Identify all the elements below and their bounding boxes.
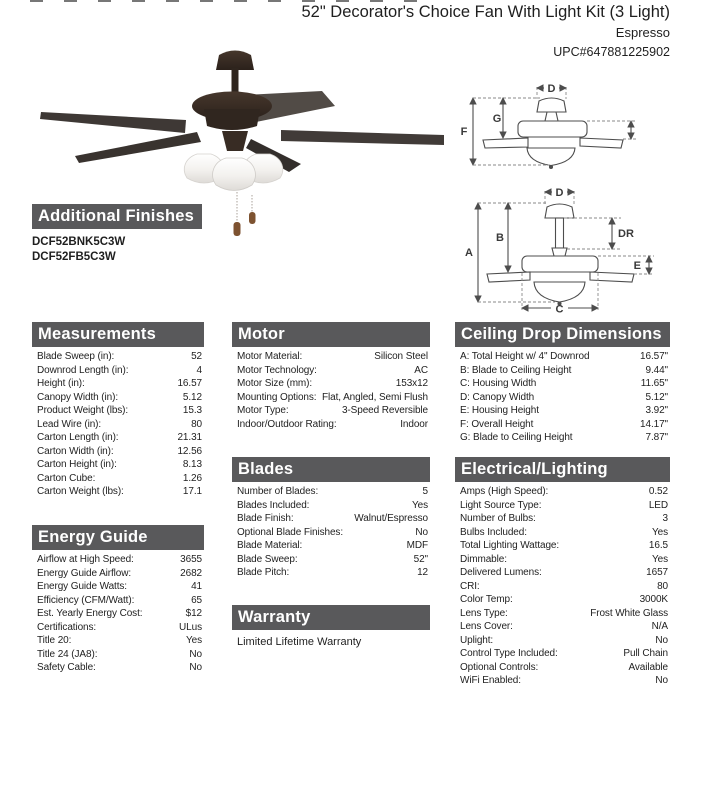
spec-label: Blade Sweep: bbox=[237, 553, 298, 565]
section-energy-guide bbox=[32, 525, 204, 675]
spec-value: 2682 bbox=[180, 567, 202, 579]
spec-value: 80 bbox=[657, 580, 668, 592]
spec-value: Available bbox=[628, 661, 668, 673]
spec-row bbox=[32, 458, 204, 472]
spec-label: Product Weight (lbs): bbox=[37, 405, 129, 416]
spec-value: 9.44" bbox=[645, 364, 668, 376]
spec-row bbox=[455, 364, 670, 378]
section-heading: Energy Guide bbox=[32, 525, 204, 550]
spec-row bbox=[232, 512, 430, 526]
section-motor bbox=[232, 322, 430, 431]
spec-label: G: Blade to Ceiling Height bbox=[460, 432, 573, 443]
spec-label: Bulbs Included: bbox=[460, 526, 527, 538]
spec-row bbox=[32, 594, 204, 608]
spec-label: Downrod Length (in): bbox=[37, 364, 129, 376]
fan-motor-band bbox=[204, 109, 260, 130]
dim-label-d: D bbox=[547, 83, 556, 95]
spec-label: Amps (High Speed): bbox=[460, 486, 549, 497]
spec-row bbox=[455, 539, 670, 553]
spec-row bbox=[32, 445, 204, 459]
dim-label-e: E bbox=[633, 260, 641, 272]
spec-label: A: Total Height w/ 4" Downrod bbox=[460, 351, 590, 362]
spec-value: 52" bbox=[413, 553, 428, 565]
spec-row bbox=[232, 350, 430, 364]
spec-value: 7.87" bbox=[645, 432, 668, 443]
spec-row bbox=[455, 499, 670, 513]
spec-row bbox=[32, 567, 204, 581]
cropped-text-remnant bbox=[30, 0, 435, 2]
spec-value: 12 bbox=[417, 567, 428, 578]
spec-value: 3000K bbox=[639, 594, 668, 605]
spec-value: 16.57 bbox=[177, 378, 202, 389]
spec-row bbox=[32, 634, 204, 648]
spec-label: Color Temp: bbox=[460, 594, 513, 605]
spec-value: No bbox=[655, 634, 668, 646]
spec-row bbox=[232, 418, 430, 432]
spec-label: Safety Cable: bbox=[37, 662, 96, 673]
spec-row bbox=[232, 526, 430, 540]
spec-row bbox=[32, 364, 204, 378]
section-electrical-lighting bbox=[455, 457, 670, 688]
spec-label: Number of Blades: bbox=[237, 486, 319, 497]
spec-label: Blade Finish: bbox=[237, 513, 294, 524]
spec-label: B: Blade to Ceiling Height bbox=[460, 364, 572, 376]
spec-row bbox=[455, 512, 670, 526]
spec-row bbox=[455, 391, 670, 405]
spec-value: 0.52 bbox=[648, 486, 668, 497]
spec-value: 3 bbox=[662, 513, 668, 524]
spec-row bbox=[32, 485, 204, 499]
finish-model-number: DCF52FB5C3W bbox=[32, 251, 116, 263]
spec-label: Blade Sweep (in): bbox=[37, 351, 115, 362]
spec-value: 3.92" bbox=[645, 405, 668, 416]
spec-label: Motor Material: bbox=[237, 351, 303, 362]
spec-label: Certifications: bbox=[37, 621, 97, 633]
spec-row bbox=[232, 566, 430, 580]
spec-label: Carton Height (in): bbox=[37, 459, 117, 470]
section-measurements bbox=[32, 322, 204, 499]
spec-label: Airflow at High Speed: bbox=[37, 554, 134, 565]
spec-label: Dimmable: bbox=[460, 553, 507, 565]
section-heading: Additional Finishes bbox=[32, 204, 202, 229]
spec-value: 15.3 bbox=[182, 405, 202, 416]
spec-label: F: Overall Height bbox=[460, 418, 534, 430]
spec-value: Flat, Angled, Semi Flush bbox=[322, 391, 428, 403]
dim-label-b: B bbox=[496, 232, 504, 244]
spec-value: Walnut/Espresso bbox=[354, 513, 428, 524]
fan-blade bbox=[40, 112, 186, 133]
dim-label-a: A bbox=[465, 247, 473, 259]
spec-label: Indoor/Outdoor Rating: bbox=[237, 418, 337, 430]
spec-value: No bbox=[189, 662, 202, 673]
spec-row bbox=[32, 418, 204, 432]
spec-label: Light Source Type: bbox=[460, 499, 542, 511]
section-heading: Motor bbox=[232, 322, 430, 347]
spec-value: 8.13 bbox=[182, 459, 202, 470]
spec-row bbox=[32, 431, 204, 445]
section-heading: Blades bbox=[232, 457, 430, 482]
dim-label-f: F bbox=[460, 126, 468, 138]
finish-model-number: DCF52BNK5C3W bbox=[32, 236, 126, 248]
spec-row bbox=[455, 661, 670, 675]
spec-label: Delivered Lumens: bbox=[460, 567, 542, 578]
spec-label: Optional Blade Finishes: bbox=[237, 526, 343, 538]
spec-row bbox=[232, 499, 430, 513]
spec-label: Optional Controls: bbox=[460, 661, 539, 673]
fan-light-fitter bbox=[222, 131, 248, 151]
spec-label: Motor Type: bbox=[237, 405, 289, 416]
spec-label: Carton Weight (lbs): bbox=[37, 486, 124, 497]
spec-value: 1.26 bbox=[182, 472, 202, 484]
dim-label-c: C bbox=[555, 303, 564, 316]
spec-row bbox=[32, 472, 204, 486]
spec-label: Blade Material: bbox=[237, 540, 303, 551]
section-heading: Electrical/Lighting bbox=[455, 457, 670, 482]
dim-label-g: G bbox=[492, 113, 502, 125]
section-blades bbox=[232, 457, 430, 580]
spec-row bbox=[32, 404, 204, 418]
spec-row bbox=[455, 553, 670, 567]
spec-row bbox=[32, 621, 204, 635]
spec-label: Est. Yearly Energy Cost: bbox=[37, 608, 143, 619]
section-additional-finishes bbox=[32, 204, 202, 265]
fan-blade bbox=[75, 132, 201, 163]
spec-row bbox=[232, 391, 430, 405]
spec-value: Yes bbox=[411, 499, 428, 511]
spec-label: Uplight: bbox=[460, 634, 494, 646]
spec-label: Canopy Width (in): bbox=[37, 391, 119, 403]
section-heading: Ceiling Drop Dimensions bbox=[455, 322, 670, 347]
fan-downrod bbox=[232, 68, 239, 95]
spec-label: Carton Width (in): bbox=[37, 445, 114, 457]
spec-row bbox=[232, 539, 430, 553]
pull-chain-fob bbox=[249, 212, 256, 224]
spec-value: 4 bbox=[196, 364, 202, 376]
spec-row bbox=[455, 607, 670, 621]
finish-name: Espresso bbox=[615, 25, 670, 40]
spec-row bbox=[32, 580, 204, 594]
spec-row bbox=[32, 391, 204, 405]
spec-value: 21.31 bbox=[177, 432, 202, 443]
spec-label: Lead Wire (in): bbox=[37, 418, 102, 430]
spec-row bbox=[455, 377, 670, 391]
spec-label: Lens Cover: bbox=[460, 621, 513, 632]
spec-row bbox=[232, 553, 430, 567]
spec-value: Frost White Glass bbox=[590, 607, 668, 619]
spec-row bbox=[455, 418, 670, 432]
dimension-diagram-flush bbox=[473, 87, 636, 169]
spec-label: CRI: bbox=[460, 580, 480, 592]
spec-label: D: Canopy Width bbox=[460, 391, 535, 403]
spec-label: Energy Guide Watts: bbox=[37, 581, 127, 592]
spec-value: Yes bbox=[651, 526, 668, 538]
spec-row bbox=[455, 404, 670, 418]
spec-row bbox=[232, 377, 430, 391]
spec-value: 153x12 bbox=[395, 378, 428, 389]
dimension-diagrams bbox=[455, 72, 717, 318]
spec-row bbox=[455, 566, 670, 580]
spec-value: Yes bbox=[651, 553, 668, 565]
spec-row bbox=[232, 404, 430, 418]
spec-row bbox=[455, 620, 670, 634]
dim-label-d2: D bbox=[555, 187, 564, 199]
fan-canopy bbox=[216, 51, 254, 71]
spec-label: E: Housing Height bbox=[460, 405, 539, 416]
spec-row bbox=[32, 661, 204, 675]
spec-label: Efficiency (CFM/Watt): bbox=[37, 594, 135, 606]
spec-label: Motor Size (mm): bbox=[237, 378, 313, 389]
spec-label: WiFi Enabled: bbox=[460, 675, 521, 686]
spec-value: LED bbox=[648, 499, 668, 511]
section-warranty bbox=[232, 605, 430, 648]
section-heading: Measurements bbox=[32, 322, 204, 347]
spec-row bbox=[32, 553, 204, 567]
spec-value: No bbox=[655, 675, 668, 686]
spec-row bbox=[232, 364, 430, 378]
spec-value: 1657 bbox=[646, 567, 668, 578]
spec-row bbox=[455, 634, 670, 648]
glass-shade bbox=[213, 158, 256, 191]
spec-row bbox=[32, 648, 204, 662]
spec-value: 14.17" bbox=[640, 418, 668, 430]
spec-value: 5 bbox=[422, 486, 428, 497]
spec-row bbox=[455, 526, 670, 540]
spec-value: Indoor bbox=[400, 418, 428, 430]
spec-value: 80 bbox=[191, 418, 202, 430]
spec-value: Silicon Steel bbox=[374, 351, 428, 362]
spec-value: No bbox=[189, 648, 202, 660]
spec-value: 52 bbox=[191, 351, 202, 362]
spec-label: Motor Technology: bbox=[237, 364, 317, 376]
spec-label: Mounting Options: bbox=[237, 391, 317, 403]
spec-label: Height (in): bbox=[37, 378, 85, 389]
spec-row bbox=[455, 431, 670, 445]
spec-label: Blades Included: bbox=[237, 499, 310, 511]
spec-label: Lens Type: bbox=[460, 607, 508, 619]
spec-value: 3655 bbox=[180, 554, 202, 565]
spec-label: Carton Cube: bbox=[37, 472, 96, 484]
spec-label: Control Type Included: bbox=[460, 648, 558, 659]
spec-value: 16.5 bbox=[648, 540, 668, 551]
spec-label: Number of Bulbs: bbox=[460, 513, 536, 524]
finish-model-list bbox=[32, 235, 202, 265]
spec-value: Pull Chain bbox=[623, 648, 668, 659]
spec-value: N/A bbox=[651, 621, 668, 632]
spec-row bbox=[455, 350, 670, 364]
spec-label: Title 20: bbox=[37, 635, 72, 646]
spec-row bbox=[455, 593, 670, 607]
spec-value: 17.1 bbox=[182, 486, 202, 497]
spec-label: Blade Pitch: bbox=[237, 567, 290, 578]
spec-value: 12.56 bbox=[177, 445, 202, 457]
spec-value: 5.12" bbox=[645, 391, 668, 403]
spec-value: ULus bbox=[179, 621, 202, 633]
spec-row bbox=[455, 674, 670, 688]
spec-row bbox=[32, 350, 204, 364]
dimension-diagram-downrod bbox=[478, 191, 654, 310]
spec-value: Yes bbox=[185, 635, 202, 646]
spec-label: C: Housing Width bbox=[460, 378, 537, 389]
spec-value: 41 bbox=[191, 581, 202, 592]
spec-row bbox=[32, 377, 204, 391]
spec-value: 65 bbox=[191, 594, 202, 606]
upc-code: UPC#647881225902 bbox=[553, 45, 670, 59]
spec-row bbox=[455, 580, 670, 594]
fan-blade bbox=[281, 130, 444, 145]
warranty-text: Limited Lifetime Warranty bbox=[237, 636, 362, 648]
spec-row bbox=[455, 485, 670, 499]
spec-value: 11.65" bbox=[640, 378, 668, 389]
section-heading: Warranty bbox=[232, 605, 430, 630]
spec-row bbox=[32, 607, 204, 621]
spec-label: Title 24 (JA8): bbox=[37, 648, 98, 660]
spec-value: MDF bbox=[406, 540, 428, 551]
section-ceiling-drop-dimensions bbox=[455, 322, 670, 445]
dim-label-dr: DR bbox=[618, 228, 634, 240]
spec-value: 5.12 bbox=[182, 391, 202, 403]
spec-row bbox=[232, 485, 430, 499]
spec-value: AC bbox=[414, 364, 428, 376]
spec-label: Energy Guide Airflow: bbox=[37, 567, 132, 579]
pull-chain-fob bbox=[234, 222, 241, 236]
spec-value: 16.57" bbox=[640, 351, 668, 362]
spec-value: No bbox=[415, 526, 428, 538]
spec-value: $12 bbox=[185, 608, 202, 619]
spec-row bbox=[455, 647, 670, 661]
spec-label: Carton Length (in): bbox=[37, 432, 119, 443]
spec-value: 3-Speed Reversible bbox=[341, 405, 428, 416]
page-title: 52" Decorator's Choice Fan With Light Kit (3 Light) bbox=[301, 3, 670, 21]
spec-label: Total Lighting Wattage: bbox=[460, 540, 560, 551]
